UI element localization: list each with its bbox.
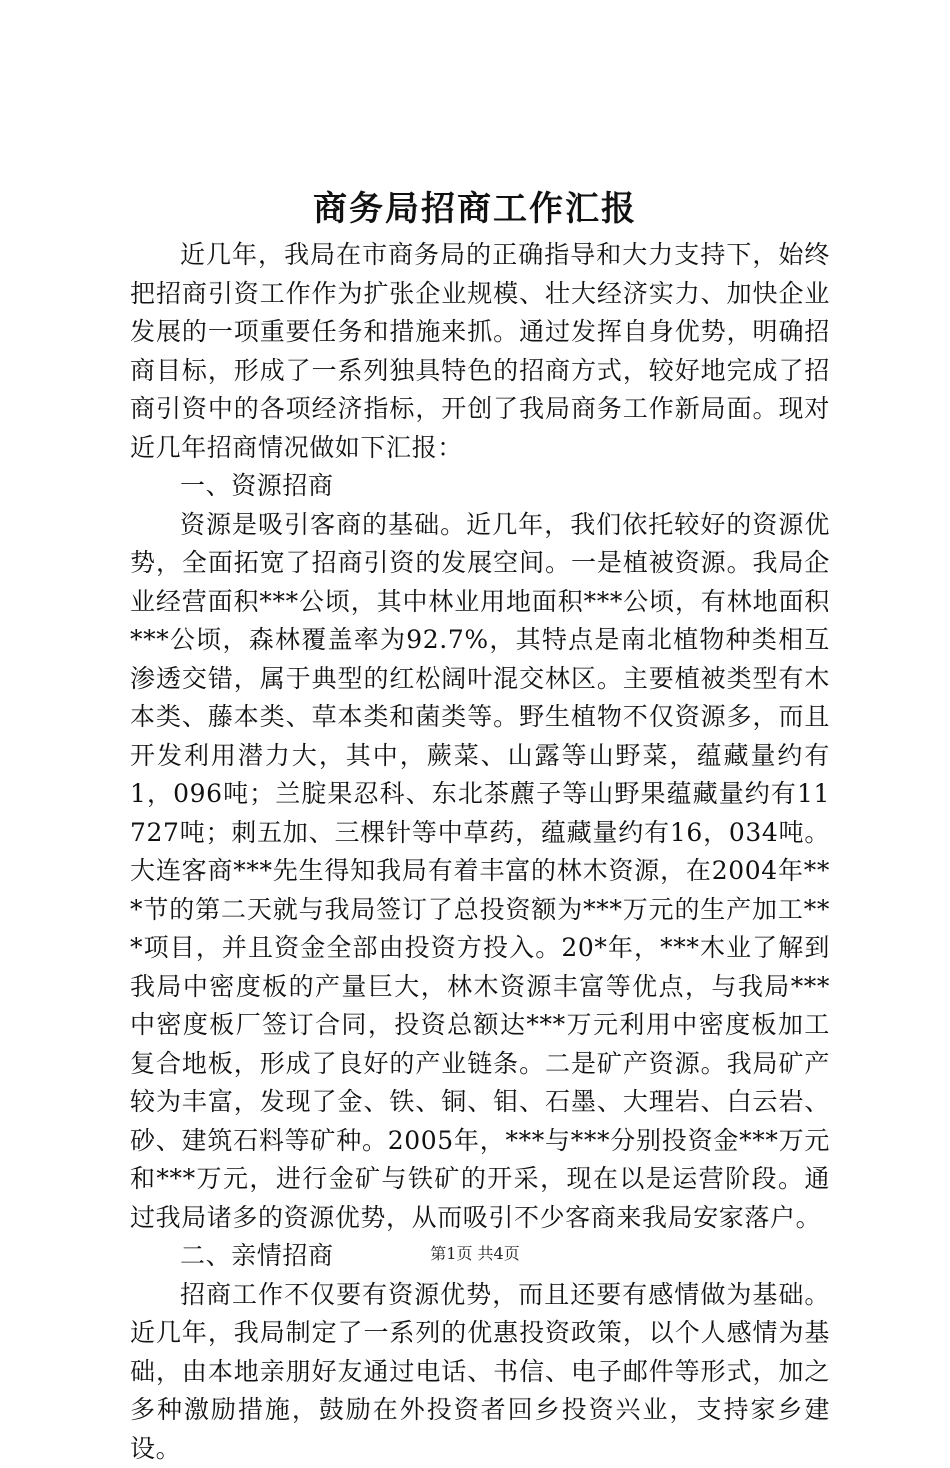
section-paragraph-kinship: 招商工作不仅要有资源优势，而且还要有感情做为基础。近几年，我局制定了一系列的优惠投资政策，以个人感情为基础，由本地亲朋好友通过电话、书信、电子邮件等形式，加之多种激励措施，鼓励在外投资者回乡投资兴业，支持家乡建设。 (130, 1276, 830, 1468)
intro-paragraph: 近几年，我局在市商务局的正确指导和大力支持下，始终把招商引资工作作为扩张企业规模、壮大经济实力、加快企业发展的一项重要任务和措施来抓。通过发挥自身优势，明确招商目标，形成了一系列独具特色的招商方式，较好地完成了招商引资中的各项经济指标，开创了我局商务工作新局面。现对近几年招商情况做如下汇报： (130, 236, 830, 467)
document-title: 商务局招商工作汇报 (0, 186, 950, 232)
section-paragraph-resources: 资源是吸引客商的基础。近几年，我们依托较好的资源优势，全面拓宽了招商引资的发展空间。一是植被资源。我局企业经营面积***公顷，其中林业用地面积***公顷，有林地面积***公顷，森林覆盖率为92.7%，其特点是南北植物种类相互渗透交错，属于典型的红松阔叶混交林区。主要植被类型有木本类、藤本类、草本类和菌类等。野生植物不仅资源多，而且开发利用潜力大，其中，蕨菜、山露等山野菜，蕴藏量约有1，096吨；兰腚果忍科、东北茶藨子等山野果蕴藏量约有11727吨；刺五加、三棵针等中草药，蕴藏量约有16，034吨。大连客商***先生得知我局有着丰富的林木资源，在2004年***节的第二天就与我局签订了总投资额为***万元的生产加工***项目，并且资金全部由投资方投入。20*年，***木业了解到我局中密度板的产量巨大，林木资源丰富等优点，与我局***中密度板厂签订合同，投资总额达***万元利用中密度板加工复合地板，形成了良好的产业链条。二是矿产资源。我局矿产较为丰富，发现了金、铁、铜、钼、石墨、大理岩、白云岩、砂、建筑石料等矿种。2005年，***与***分别投资金***万元和***万元，进行金矿与铁矿的开采，现在以是运营阶段。通过我局诸多的资源优势，从而吸引不少客商来我局安家落户。 (130, 506, 830, 1238)
page-number-footer: 第1页 共4页 (0, 1244, 950, 1264)
section-heading-resources: 一、资源招商 (130, 467, 830, 506)
section-heading-kinship: 二、亲情招商 (130, 1237, 830, 1276)
document-body (130, 236, 830, 1468)
